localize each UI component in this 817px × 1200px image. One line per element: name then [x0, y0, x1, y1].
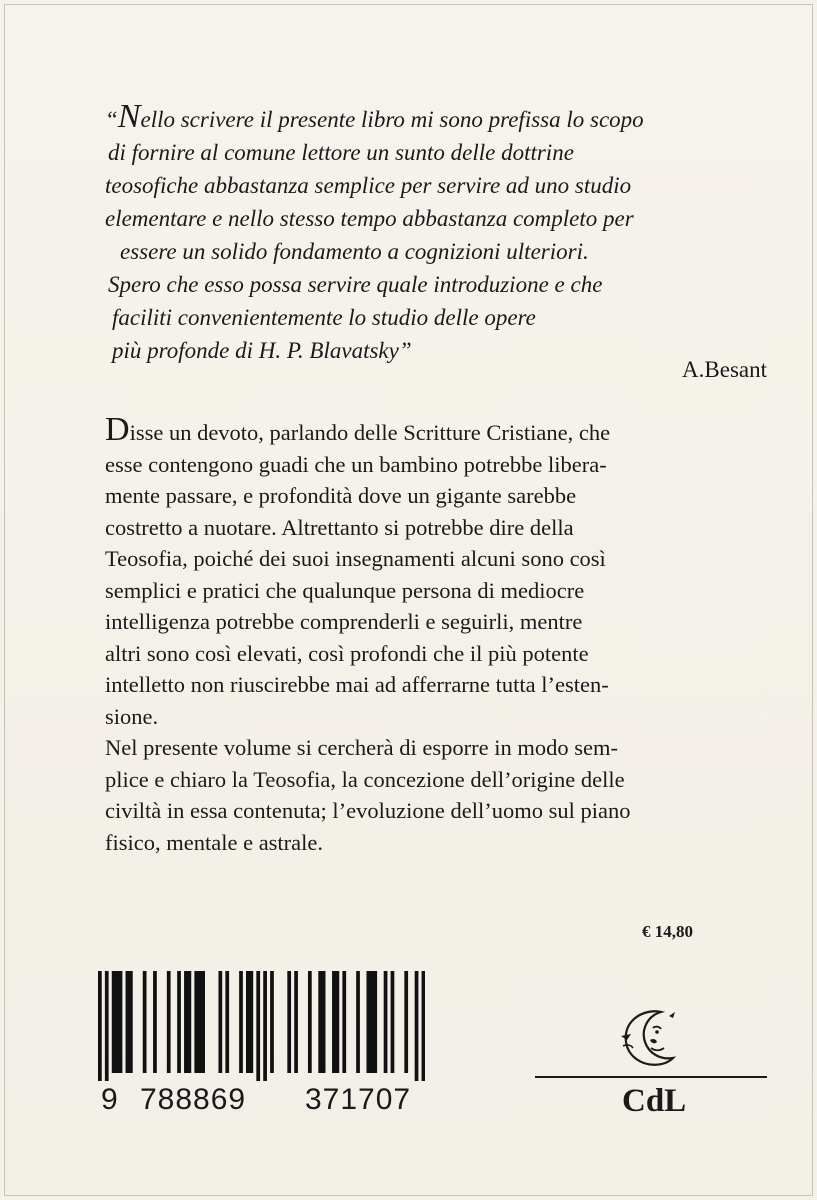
barcode-bar [404, 971, 408, 1073]
barcode-bar [287, 971, 291, 1073]
barcode-bar [415, 971, 419, 1081]
moon-face-icon [617, 1008, 687, 1070]
barcode-bar [342, 971, 346, 1073]
barcode-bar [198, 971, 202, 1073]
barcode-bar [332, 971, 336, 1073]
barcode-bar [294, 971, 298, 1073]
barcode-bar [318, 971, 322, 1073]
body-line: intelligenza potrebbe comprenderli e seguirli, mentre [105, 609, 583, 634]
quote-initial-letter: N [117, 98, 141, 135]
barcode-bar [187, 971, 191, 1073]
body-line: costretto a nuotare. Altrettanto si potrebbe dire della [105, 514, 574, 540]
barcode-bar [167, 971, 171, 1073]
body-initial-letter: D [105, 411, 130, 448]
barcode-bar [126, 971, 130, 1073]
body-line: Teosofia, poiché dei suoi insegnamenti alcuni sono così [105, 546, 606, 571]
quote-line: faciliti convenientemente lo studio delle opere [112, 305, 536, 330]
barcode-digits-left: 788869 [140, 1083, 247, 1116]
quote-line: teosofiche abbastanza semplice per servire ad uno studio [105, 173, 632, 198]
barcode-bar [370, 971, 374, 1073]
body-line: Nel presente volume si cercherà di esporre in modo sem- [105, 735, 618, 760]
barcode-bar [98, 971, 102, 1081]
body-line: Disse un devoto, parlando delle Scritture Cristiane, che [105, 411, 611, 448]
description-text [105, 411, 770, 858]
barcode-bar [270, 971, 274, 1073]
barcode-bar [112, 971, 116, 1073]
quote-line: Spero che esso possa servire quale introduzione e che [108, 272, 603, 297]
barcode-bar [153, 971, 157, 1073]
barcode-bar [201, 971, 205, 1073]
body-line: sione. [105, 703, 159, 729]
barcode-bar [366, 971, 370, 1073]
barcode-bar [225, 971, 229, 1073]
barcode-bar [256, 971, 260, 1081]
barcode-bar [308, 971, 312, 1073]
quote-line: “Nello scrivere il presente libro mi sono prefissa lo scopo [105, 98, 644, 135]
barcode-bar [336, 971, 340, 1073]
body-line: intelletto non riuscirebbe mai ad afferrarne tutta l’esten- [105, 672, 609, 697]
barcode-bar [143, 971, 147, 1073]
body-line: mente passare, e profondità dove un gigante sarebbe [105, 483, 577, 508]
barcode-digit-first: 9 [101, 1083, 119, 1116]
barcode-bar [249, 971, 253, 1073]
quote-line: di fornire al comune lettore un sunto delle dottrine [108, 140, 574, 165]
body-line: semplici e pratici che qualunque persona di mediocre [105, 577, 585, 603]
quote-line: più profonde di H. P. Blavatsky” [112, 338, 412, 363]
barcode-digits-right: 371707 [305, 1083, 412, 1116]
body-line: civiltà in essa contenuta; l’evoluzione dell’uomo sul piano [105, 798, 631, 823]
barcode-bar [115, 971, 119, 1073]
price-label: € 14,80 [642, 922, 693, 941]
barcode-bar [218, 971, 222, 1073]
quote-line: essere un solido fondamento a cognizioni ulteriori. [120, 239, 589, 264]
body-line: fisico, mentale e astrale. [105, 829, 324, 855]
barcode-bar [373, 971, 377, 1073]
barcode-bar [177, 971, 181, 1073]
quote-line: elementare e nello stesso tempo abbastanza completo per [105, 206, 634, 231]
barcode-bar [129, 971, 133, 1073]
barcode-bar [356, 971, 360, 1073]
publisher-divider [535, 1076, 767, 1078]
barcode-bar [246, 971, 250, 1073]
barcode-bar [239, 971, 243, 1073]
quote-attribution: A.Besant [682, 357, 767, 382]
body-line: altri sono così elevati, così profondi che il più potente [105, 640, 589, 666]
barcode-bar [322, 971, 326, 1073]
barcode-bar [263, 971, 267, 1081]
book-back-cover [4, 4, 813, 1196]
barcode-bar [391, 971, 395, 1073]
isbn-barcode [98, 971, 425, 1081]
barcode-bar [119, 971, 123, 1073]
barcode-bar [384, 971, 388, 1073]
barcode-bar [422, 971, 425, 1081]
body-line: plice e chiaro la Teosofia, la concezione dell’origine delle [105, 766, 625, 792]
barcode-bar [194, 971, 198, 1073]
epigraph-quote [105, 98, 775, 367]
quote-open-mark: “ [105, 107, 118, 132]
body-line: esse contengono guadi che un bambino potrebbe libera- [105, 451, 607, 477]
barcode-bar [105, 971, 109, 1081]
barcode-bar [184, 971, 188, 1073]
publisher-name: CdL [622, 1083, 687, 1119]
